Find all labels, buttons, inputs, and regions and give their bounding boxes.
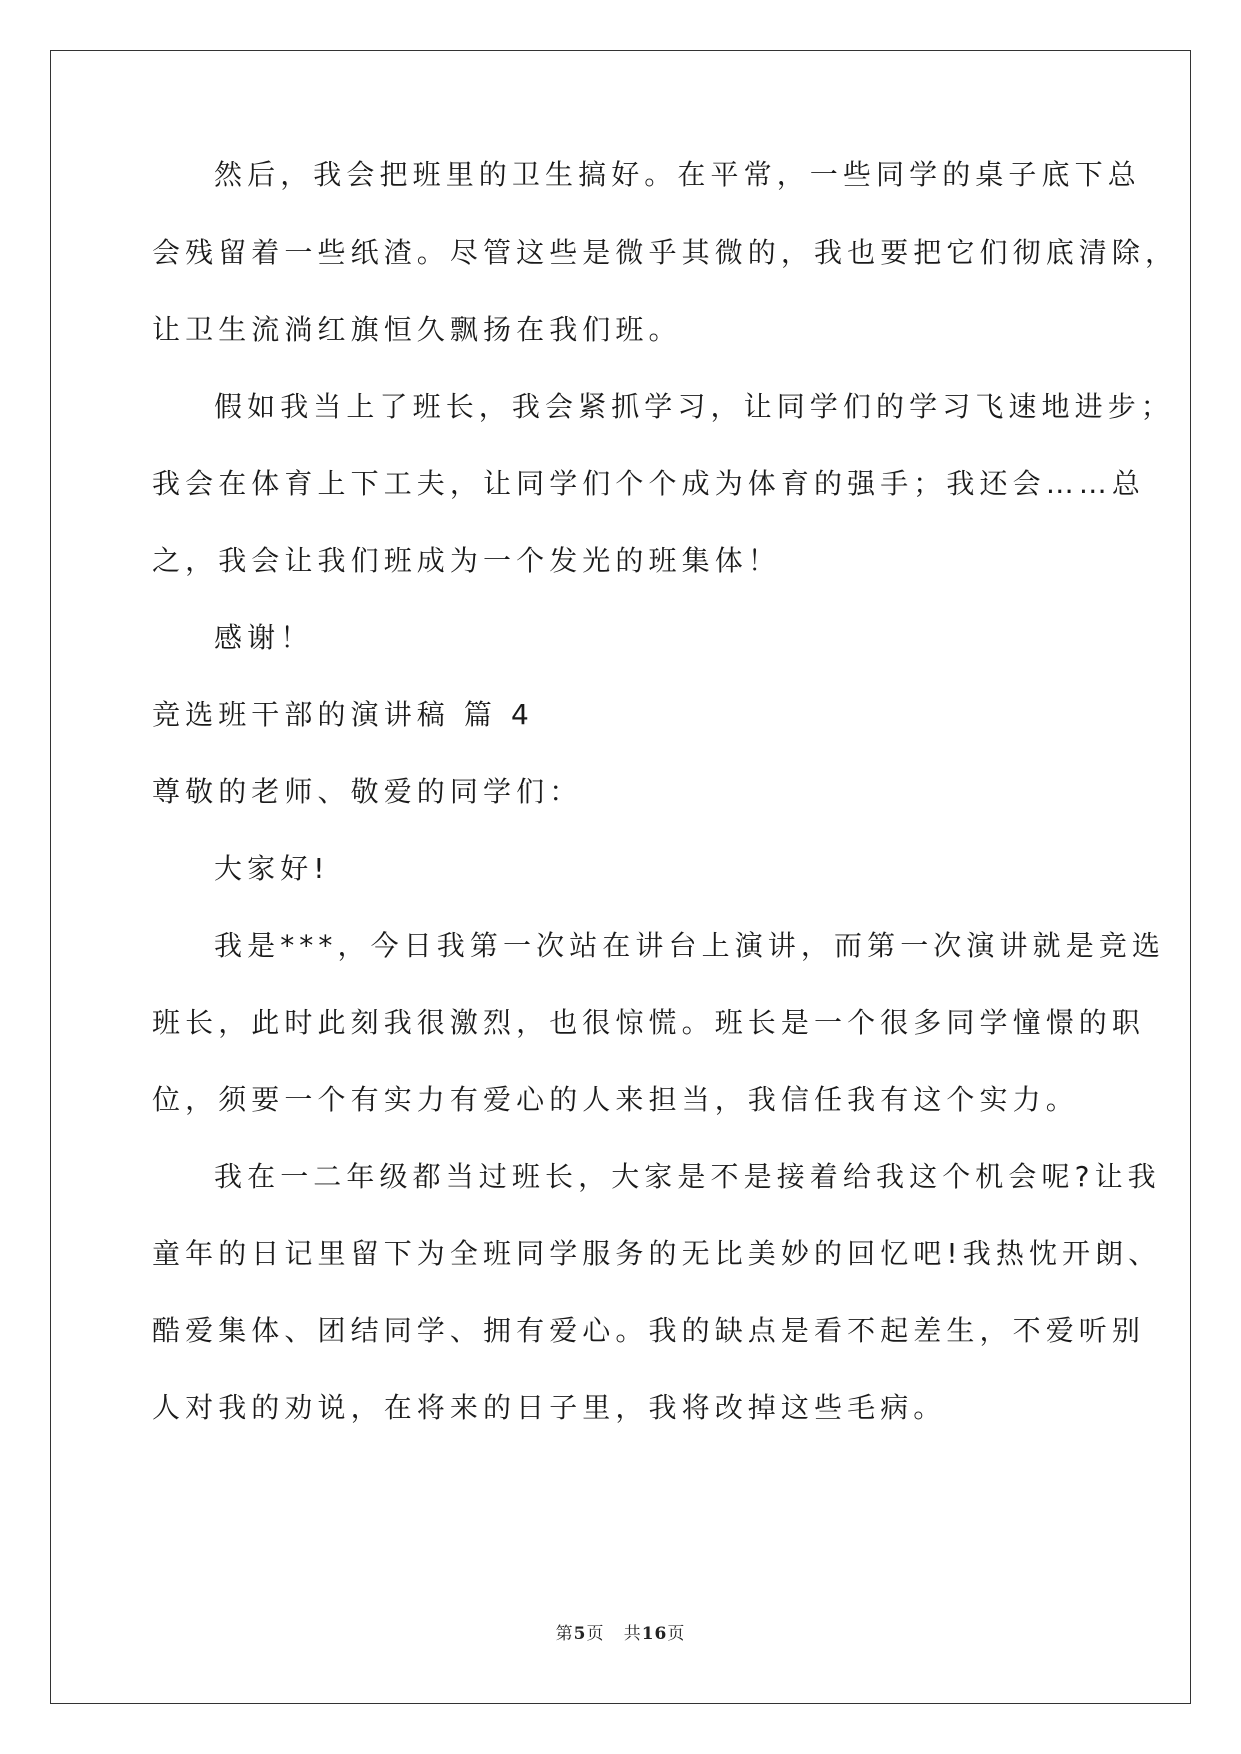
paragraph-line: 我在一二年级都当过班长，大家是不是接着给我这个机会呢?让我 — [214, 1160, 1161, 1193]
section-heading: 竞选班干部的演讲稿 篇 4 — [152, 698, 534, 731]
total-pages-number: 16 — [641, 1624, 668, 1644]
paragraph-line: 之，我会让我们班成为一个发光的班集体！ — [152, 544, 781, 577]
paragraph-line: 酷爱集体、团结同学、拥有爱心。我的缺点是看不起差生，不爱听别 — [152, 1314, 1146, 1347]
paragraph-line: 然后，我会把班里的卫生搞好。在平常，一些同学的桌子底下总 — [214, 158, 1141, 191]
paragraph-line: 班长，此时此刻我很激烈，也很惊慌。班长是一个很多同学憧憬的职 — [152, 1006, 1146, 1039]
paragraph-line: 我是***，今日我第一次站在讲台上演讲，而第一次演讲就是竞选 — [214, 929, 1166, 962]
page-prefix: 第 — [555, 1624, 574, 1644]
total-suffix: 页 — [667, 1624, 686, 1644]
salutation: 尊敬的老师、敬爱的同学们： — [152, 775, 583, 808]
paragraph-line: 让卫生流淌红旗恒久飘扬在我们班。 — [152, 313, 682, 346]
page-suffix: 页 — [586, 1624, 605, 1644]
greeting: 大家好! — [214, 852, 330, 885]
paragraph-line: 我会在体育上下工夫，让同学们个个成为体育的强手；我还会……总 — [152, 467, 1146, 500]
paragraph-line: 童年的日记里留下为全班同学服务的无比美妙的回忆吧!我热忱开朗、 — [152, 1237, 1162, 1270]
current-page-number: 5 — [573, 1624, 587, 1644]
total-prefix: 共 — [623, 1624, 642, 1644]
paragraph-line: 假如我当上了班长，我会紧抓学习，让同学们的学习飞速地进步； — [214, 390, 1174, 423]
paragraph-line: 人对我的劝说，在将来的日子里，我将改掉这些毛病。 — [152, 1391, 947, 1424]
paragraph-line: 会残留着一些纸渣。尽管这些是微乎其微的，我也要把它们彻底清除， — [152, 236, 1179, 269]
page-footer — [0, 1619, 1241, 1644]
paragraph-line: 位，须要一个有实力有爱心的人来担当，我信任我有这个实力。 — [152, 1083, 1079, 1116]
paragraph-line: 感谢！ — [214, 621, 314, 654]
